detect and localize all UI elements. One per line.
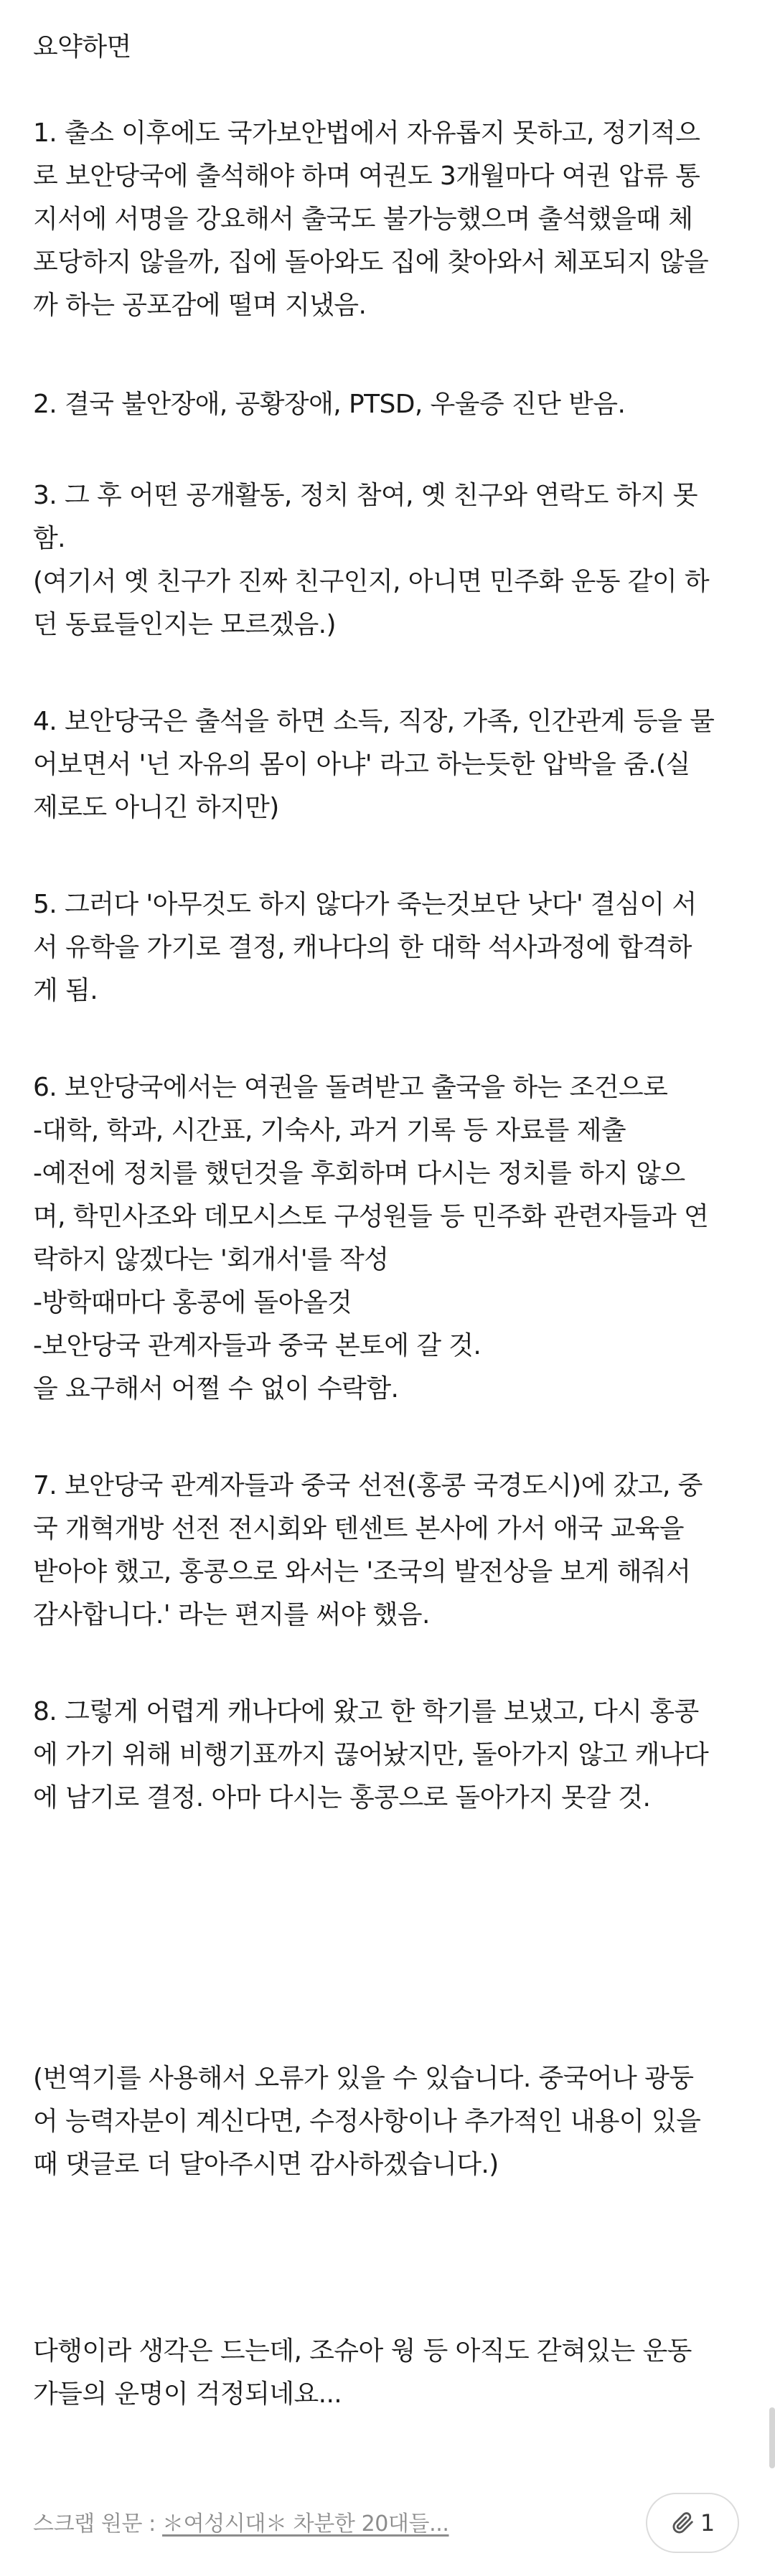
summary-heading: 요약하면 (33, 32, 131, 62)
scrap-source-label: 스크랩 원문 : (33, 2511, 163, 2537)
scrollbar-thumb[interactable] (769, 2407, 775, 2468)
post-line: 포당하지 않을까, 집에 돌아와도 집에 찾아와서 체포되지 않을 (33, 248, 709, 277)
closing-line: 가들의 운명이 걱정되네요... (33, 2379, 342, 2409)
closing-line: 다행이라 생각은 드는데, 조슈아 웡 등 아직도 갇혀있는 운동 (33, 2336, 692, 2366)
post-line: 에 남기로 결정. 아마 다시는 홍콩으로 돌아가지 못갈 것. (33, 1783, 651, 1813)
post-line: 감사합니다.' 라는 편지를 써야 했음. (33, 1600, 430, 1630)
scrap-source (33, 2510, 449, 2539)
post-line: 에 가기 위해 비행기표까지 끊어놨지만, 돌아가지 않고 캐나다 (33, 1740, 709, 1769)
post-line: 받아야 했고, 홍콩으로 와서는 '조국의 발전상을 보게 해줘서 (33, 1557, 691, 1587)
scrap-source-link[interactable]: ＊여성시대＊ 차분한 20대들... (162, 2511, 449, 2537)
post-line: 1. 출소 이후에도 국가보안법에서 자유롭지 못하고, 정기적으 (33, 118, 700, 148)
post-line: 2. 결국 불안장애, 공황장애, PTSD, 우울증 진단 받음. (33, 390, 626, 419)
post-line: 어보면서 '넌 자유의 몸이 아냐' 라고 하는듯한 압박을 줌.(실 (33, 750, 690, 779)
post-line: -예전에 정치를 했던것을 후회하며 다시는 정치를 하지 않으 (33, 1159, 685, 1188)
post-line: 며, 학민사조와 데모시스토 구성원들 등 민주화 관련자들과 연 (33, 1202, 709, 1231)
post-line: 국 개혁개방 선전 전시회와 텐센트 본사에 가서 애국 교육을 (33, 1514, 684, 1543)
translation-note-line: (번역기를 사용해서 오류가 있을 수 있습니다. 중국어나 광둥 (33, 2064, 694, 2093)
post-line: 3. 그 후 어떤 공개활동, 정치 참여, 옛 친구와 연락도 하지 못 (33, 481, 698, 510)
post-line: 게 됨. (33, 976, 98, 1005)
post-line: (여기서 옛 친구가 진짜 친구인지, 아니면 민주화 운동 같이 하 (33, 567, 710, 596)
post-line: 제로도 아니긴 하지만) (33, 793, 279, 822)
post-line: 서 유학을 가기로 결정, 캐나다의 한 대학 석사과정에 합격하 (33, 933, 692, 962)
post-line: 락하지 않겠다는 '회개서'를 작성 (33, 1245, 389, 1274)
post-line: 5. 그러다 '아무것도 하지 않다가 죽는것보단 낫다' 결심이 서 (33, 890, 697, 919)
paperclip-icon (670, 2511, 695, 2535)
attachment-count: 1 (700, 2509, 715, 2537)
post-line: -대학, 학과, 시간표, 기숙사, 과거 기록 등 자료를 제출 (33, 1116, 626, 1145)
translation-note-line: 때 댓글로 더 달아주시면 감사하겠습니다.) (33, 2150, 499, 2179)
post-line: -방학때마다 홍콩에 돌아올것 (33, 1288, 352, 1317)
post-line: 7. 보안당국 관계자들과 중국 선전(홍콩 국경도시)에 갔고, 중 (33, 1471, 703, 1500)
post-line: 함. (33, 524, 66, 553)
post-footer (0, 2468, 775, 2576)
post-line: 까 하는 공포감에 떨며 지냈음. (33, 291, 367, 320)
post-line: 던 동료들인지는 모르겠음.) (33, 610, 336, 639)
attachment-button[interactable] (646, 2493, 739, 2553)
post-line: 지서에 서명을 강요해서 출국도 불가능했으며 출석했을때 체 (33, 205, 693, 234)
post-line: 을 요구해서 어쩔 수 없이 수락함. (33, 1374, 399, 1404)
translation-note-line: 어 능력자분이 계신다면, 수정사항이나 추가적인 내용이 있을 (33, 2107, 701, 2136)
post-line: -보안당국 관계자들과 중국 본토에 갈 것. (33, 1331, 482, 1360)
post-line: 6. 보안당국에서는 여권을 돌려받고 출국을 하는 조건으로 (33, 1073, 668, 1102)
post-line: 8. 그렇게 어렵게 캐나다에 왔고 한 학기를 보냈고, 다시 홍콩 (33, 1697, 699, 1726)
post-line: 로 보안당국에 출석해야 하며 여권도 3개월마다 여권 압류 통 (33, 161, 700, 191)
post-line: 4. 보안당국은 출석을 하면 소득, 직장, 가족, 인간관계 등을 물 (33, 707, 715, 736)
